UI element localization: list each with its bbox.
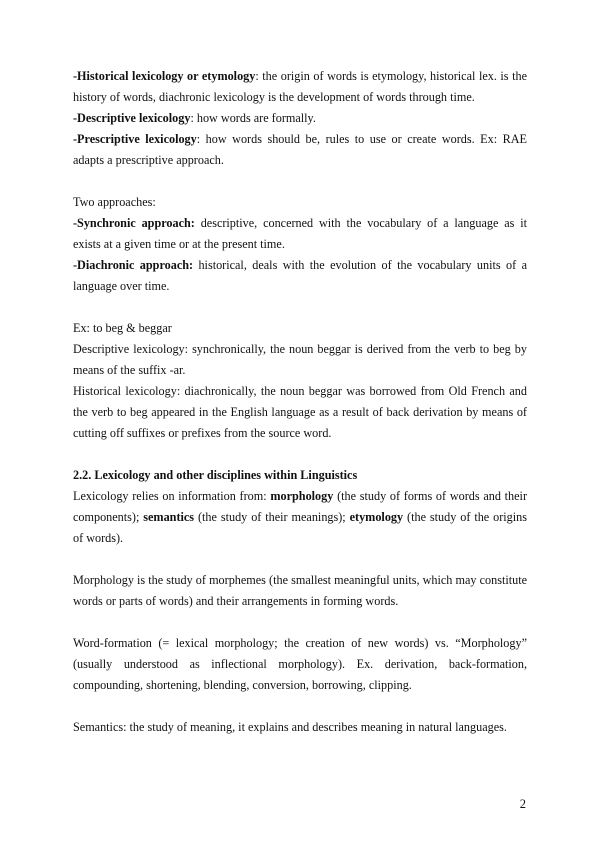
page-number: 2 — [519, 797, 526, 811]
example-historical: Historical lexicology: diachronically, the noun beggar was borrowed from Old French and the verb to beg appeared in the English language as a result of back derivation by means of cutting off suffixes or prefixes from the source word. — [73, 384, 527, 440]
section-heading: 2.2. Lexicology and other disciplines within Linguistics — [73, 468, 358, 482]
example-title: Ex: to beg & beggar — [73, 321, 172, 335]
term-etymology: etymology — [349, 510, 404, 524]
paragraph-lexicology-relies: Lexicology relies on information from: morphology (the study of forms of words and their components); semantics (the study of their meanings); etymology (the study of the origins of words). — [73, 489, 527, 545]
term-semantics: semantics — [143, 510, 195, 524]
paragraph-prescriptive-lexicology: -Prescriptive lexicology: how words should be, rules to use or create words. Ex: RAE adapts a prescriptive approach. — [73, 132, 527, 167]
paragraph-diachronic-approach: -Diachronic approach: historical, deals with the evolution of the vocabulary units of a language over time. — [73, 258, 527, 293]
document-body — [73, 66, 527, 738]
paragraph-word-formation: Word-formation (= lexical morphology; the creation of new words) vs. “Morphology” (usually understood as inflectional morphology). Ex. derivation, back-formation, compounding, shortening, blending, conversion, borrowing, clipping. — [73, 636, 527, 692]
paragraph-morphology-definition: Morphology is the study of morphemes (the smallest meaningful units, which may constitute words or parts of words) and their arrangements in forming words. — [73, 573, 527, 608]
term-descriptive-lexicology: -Descriptive lexicology — [73, 111, 191, 125]
term-diachronic-approach: -Diachronic approach: — [73, 258, 194, 272]
term-synchronic-approach: -Synchronic approach: — [73, 216, 195, 230]
example-descriptive: Descriptive lexicology: synchronically, the noun beggar is derived from the verb to beg by means of the suffix -ar. — [73, 342, 527, 377]
paragraph-semantics-definition: Semantics: the study of meaning, it explains and describes meaning in natural languages. — [73, 720, 507, 734]
term-morphology: morphology — [270, 489, 334, 503]
term-historical-lexicology: -Historical lexicology or etymology — [73, 69, 256, 83]
paragraph-synchronic-approach: -Synchronic approach: descriptive, concerned with the vocabulary of a language as it exists at a given time or at the present time. — [73, 216, 528, 251]
paragraph-historical-lexicology: -Historical lexicology or etymology: the origin of words is etymology, historical lex. is the history of words, diachronic lexicology is the development of words through time. — [73, 69, 527, 104]
paragraph-descriptive-lexicology: -Descriptive lexicology: how words are formally. — [73, 111, 316, 125]
approaches-intro: Two approaches: — [73, 195, 156, 209]
term-prescriptive-lexicology: -Prescriptive lexicology — [73, 132, 197, 146]
